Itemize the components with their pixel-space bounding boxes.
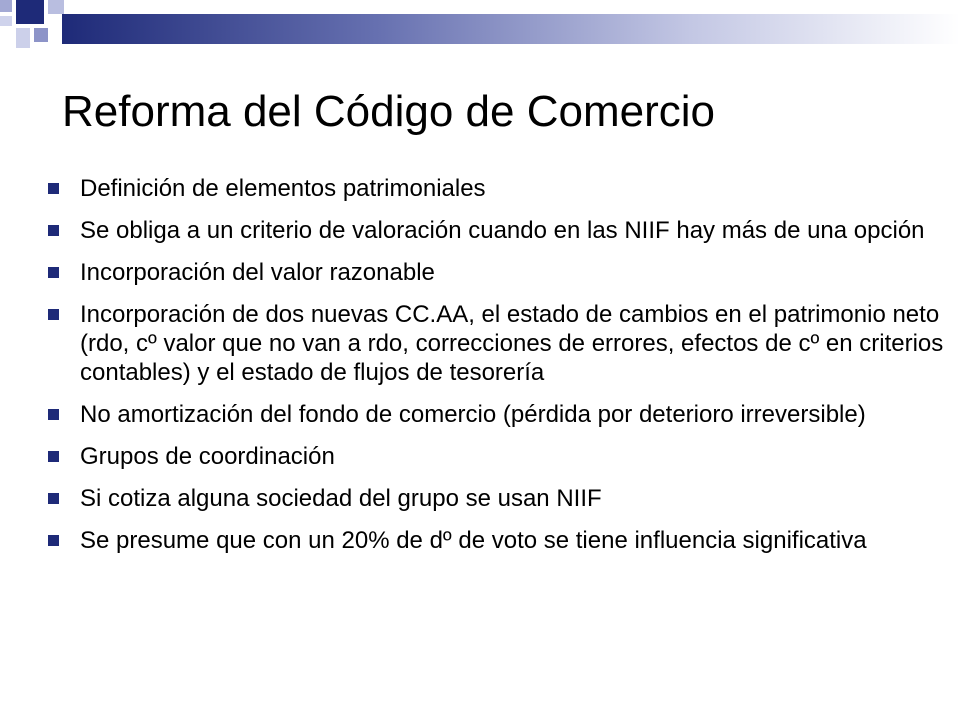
header-gradient-bar	[62, 14, 960, 44]
decorative-square	[48, 0, 64, 14]
square-bullet-icon	[48, 183, 59, 194]
decorative-square	[16, 0, 44, 24]
square-bullet-icon	[48, 493, 59, 504]
square-bullet-icon	[48, 267, 59, 278]
bullet-item	[48, 400, 948, 429]
decorative-square	[16, 28, 30, 48]
bullet-text: Si cotiza alguna sociedad del grupo se usan NIIF	[80, 485, 602, 512]
bullet-item	[48, 216, 948, 245]
decorative-square	[0, 0, 12, 12]
square-bullet-icon	[48, 309, 59, 320]
square-bullet-icon	[48, 409, 59, 420]
bullet-text: Incorporación de dos nuevas CC.AA, el estado de cambios en el patrimonio neto (rdo, cº valor que no van a rdo, correcciones de errores, efectos de cº en criterios contables) y el estado de flujos de tesorería	[80, 301, 944, 386]
bullet-item	[48, 526, 948, 555]
bullet-text: Se presume que con un 20% de dº de voto se tiene influencia significativa	[80, 527, 867, 554]
bullet-text: Incorporación del valor razonable	[80, 259, 435, 286]
bullet-item	[48, 300, 948, 387]
bullet-item	[48, 442, 948, 471]
square-bullet-icon	[48, 535, 59, 546]
bullet-item	[48, 258, 948, 287]
bullet-text: No amortización del fondo de comercio (pérdida por deterioro irreversible)	[80, 401, 866, 428]
square-bullet-icon	[48, 451, 59, 462]
bullet-text: Grupos de coordinación	[80, 443, 335, 470]
bullet-item	[48, 174, 948, 203]
decorative-square	[0, 16, 12, 26]
decorative-square	[34, 28, 48, 42]
square-bullet-icon	[48, 225, 59, 236]
bullet-list	[48, 174, 948, 568]
slide-title: Reforma del Código de Comercio	[62, 87, 715, 136]
bullet-item	[48, 484, 948, 513]
bullet-text: Definición de elementos patrimoniales	[80, 175, 486, 202]
bullet-text: Se obliga a un criterio de valoración cuando en las NIIF hay más de una opción	[80, 217, 925, 244]
